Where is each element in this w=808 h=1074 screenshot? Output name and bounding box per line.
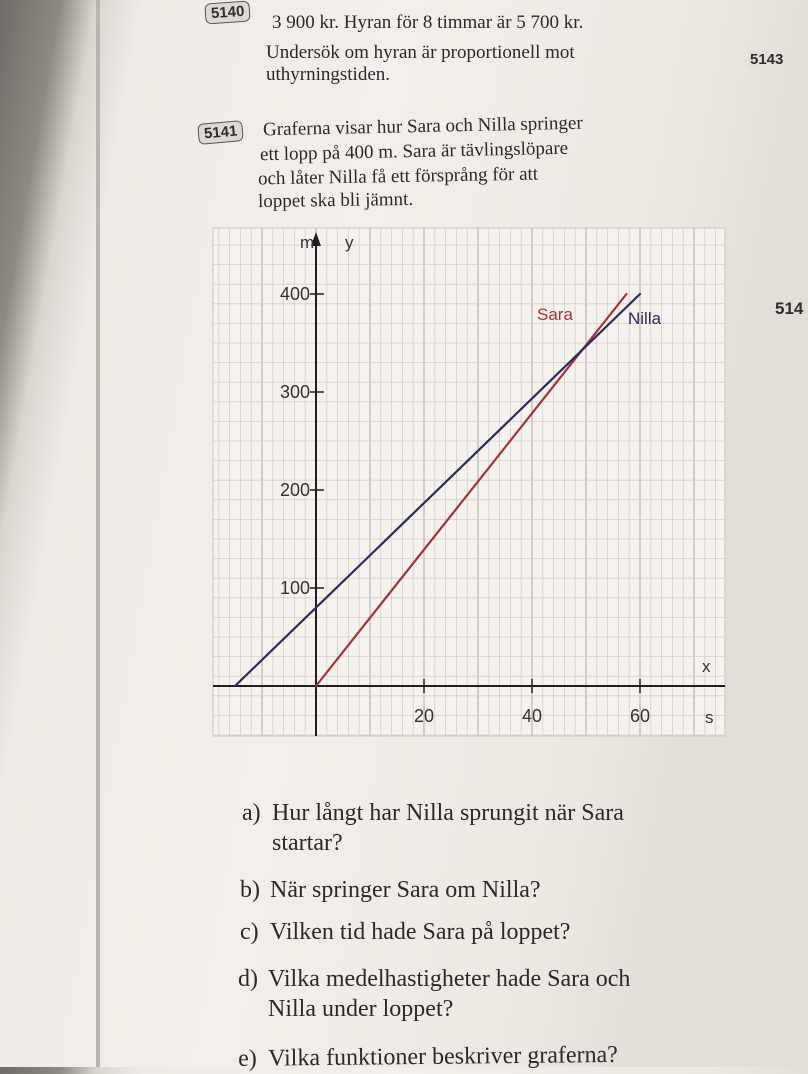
series-label-nilla: Nilla (628, 309, 662, 328)
question-e (226, 1010, 618, 1074)
problem-5141-line4: loppet ska bli jämnt. (257, 188, 414, 213)
question-c-text: Vilken tid hade Sara på loppet? (270, 919, 571, 945)
problem-5141-number: 5141 (197, 120, 244, 145)
problem-5141-line1: Graferna visar hur Sara och Nilla springer (262, 112, 583, 141)
problem-5140-number: 5140 (204, 0, 251, 24)
question-b-text: När springer Sara om Nilla? (270, 877, 541, 903)
question-a-label: a) (242, 800, 261, 826)
question-b-label: b) (240, 877, 260, 903)
y-axis-name: y (345, 233, 354, 252)
margin-ref-5143: 5143 (745, 50, 788, 69)
margin-ref-514: 514 (775, 299, 804, 318)
question-a-text: Hur långt har Nilla sprungit när Sara (272, 800, 624, 826)
problem-5140-line2: Undersök om hyran är proportionell mot (266, 42, 575, 63)
question-e-text: Vilka funktioner beskriver graferna? (268, 1041, 619, 1072)
question-e-label: e) (238, 1045, 257, 1072)
question-a-text-line2: startar? (272, 830, 343, 856)
question-d-text: Vilka medelhastigheter hade Sara och (268, 966, 631, 992)
problem-5140-line1: 3 900 kr. Hyran för 8 timmar är 5 700 kr. (272, 12, 584, 33)
x-tick-label: 40 (521, 706, 543, 726)
x-axis-unit: s (705, 708, 714, 727)
x-tick-label: 20 (413, 706, 435, 726)
problem-5141-line3: och låter Nilla få ett försprång för att (257, 163, 539, 190)
series-label-sara: Sara (537, 305, 573, 324)
y-tick-label: 400 (279, 284, 310, 304)
x-tick-label: 60 (629, 706, 651, 726)
question-c-label: c) (240, 919, 259, 945)
question-d-label: d) (238, 966, 258, 992)
y-tick-label: 200 (279, 480, 310, 500)
question-d-text-line2: Nilla under loppet? (268, 996, 454, 1022)
x-axis-name: x (702, 657, 711, 676)
y-axis-unit: m (300, 233, 315, 252)
y-tick-label: 100 (279, 578, 310, 598)
y-tick-label: 300 (279, 382, 310, 402)
problem-5140-line3: uthyrningstiden. (266, 64, 391, 85)
problem-5141-line2: ett lopp på 400 m. Sara är tävlingslöpare (259, 137, 569, 166)
